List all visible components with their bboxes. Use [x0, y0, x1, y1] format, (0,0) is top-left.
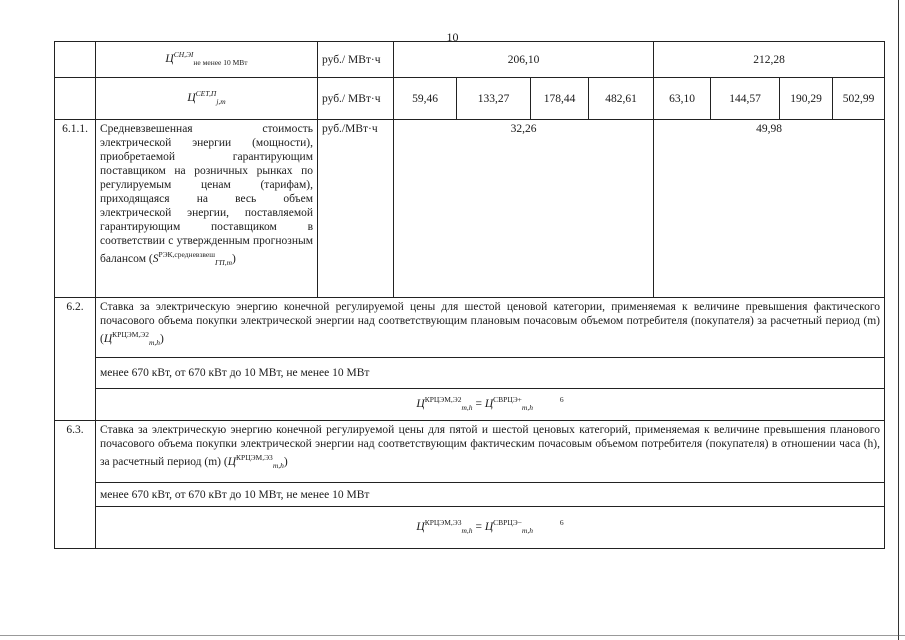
tariff-table	[54, 41, 885, 549]
value-cell: 144,57	[711, 78, 780, 120]
table-row	[55, 78, 885, 120]
scan-edge	[898, 0, 899, 640]
table-row	[55, 42, 885, 78]
table-row	[55, 120, 885, 298]
table-row	[55, 358, 885, 389]
row-number-cell	[55, 42, 96, 78]
description-cell: Средневзвешенная стоимость электрической энергии (мощности), приобретаемой гарантирующим поставщиком на розничных рынках по регулируемым ценам (тарифам), приходящаяся на весь объем электрической энергии, поставляемой гарантирующим поставщиком в соответствии с утвержденным прогнозным балансом $(S^{РЭК,средневзвеш}_{ГП,m})$	[96, 120, 318, 298]
value-cell: 59,46	[394, 78, 457, 120]
row-number-cell: 6.2.	[55, 298, 96, 421]
value-cell: 502,99	[833, 78, 885, 120]
value-cell: 133,27	[457, 78, 531, 120]
value-cell: 63,10	[654, 78, 711, 120]
formula-cell: $Ц^{КРЦЭМ,Э3}_{m,h} = Ц^{СВРЦЭ-}_{m,h}$ $^6$	[96, 507, 885, 549]
symbol-cell: $Ц^{СН,ЭI}_{не менее 10 МВт}$	[96, 42, 318, 78]
formula-cell: $Ц^{КРЦЭМ,Э2}_{m,h} = Ц^{СВРЦЭ+}_{m,h}$ $^6$	[96, 389, 885, 421]
description-cell: Ставка за электрическую энергию конечной регулируемой цены для шестой ценовой категории, применяемая к величине превышения фактического почасового объема покупки электрической энергии над соответствующим плановым почасовым объемом потребителя (покупателя) за расчетный период (m) $(Ц^{КРЦЭМ,Э2}_{m,h})$	[96, 298, 885, 358]
table-row	[55, 298, 885, 358]
unit-cell: руб./ МВт·ч	[318, 78, 394, 120]
value-cell: 178,44	[531, 78, 589, 120]
table-row	[55, 421, 885, 483]
table-row	[55, 389, 885, 421]
unit-cell: руб./ МВт·ч	[318, 42, 394, 78]
range-cell: менее 670 кВт, от 670 кВт до 10 МВт, не менее 10 МВт	[96, 483, 885, 507]
page-number: 10	[446, 30, 459, 44]
symbol-cell: $Ц^{СЕТ,П}_{j,m}$	[96, 78, 318, 120]
scan-edge	[0, 635, 905, 636]
value-cell: 32,26	[394, 120, 654, 298]
table-row	[55, 507, 885, 549]
unit-cell: руб./МВт·ч	[318, 120, 394, 298]
value-cell: 206,10	[394, 42, 654, 78]
row-number-cell	[55, 78, 96, 120]
value-cell: 190,29	[780, 78, 833, 120]
value-cell: 212,28	[654, 42, 885, 78]
range-cell: менее 670 кВт, от 670 кВт до 10 МВт, не менее 10 МВт	[96, 358, 885, 389]
row-number-cell: 6.3.	[55, 421, 96, 549]
value-cell: 482,61	[589, 78, 654, 120]
table-row	[55, 483, 885, 507]
description-cell: Ставка за электрическую энергию конечной регулируемой цены для пятой и шестой ценовых категорий, применяемая к величине превышения планового почасового объема покупки электрической энергии над соответствующим фактическим почасовым объемом потребителя (покупателя) в отношении часа (h), за расчетный период (m) $(Ц^{КРЦЭМ,Э3}_{m,h})$	[96, 421, 885, 483]
value-cell: 49,98	[654, 120, 885, 298]
row-number-cell: 6.1.1.	[55, 120, 96, 298]
